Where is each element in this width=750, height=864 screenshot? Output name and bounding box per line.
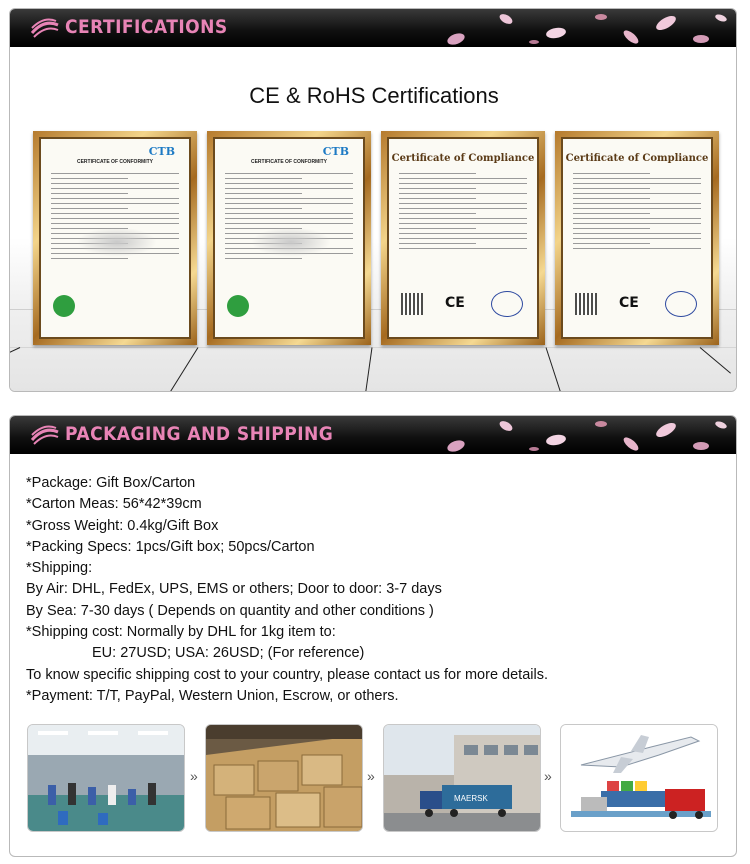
certificate-compliance-1 bbox=[381, 131, 545, 345]
packing-specs-line: *Packing Specs: 1pcs/Gift box; 50pcs/Carton bbox=[26, 538, 315, 555]
certificate-title: Certificate of Compliance bbox=[391, 153, 535, 164]
certifications-banner bbox=[10, 9, 736, 47]
gross-weight-line: *Gross Weight: 0.4kg/Gift Box bbox=[26, 517, 219, 534]
certificate-title: Certificate of Compliance bbox=[565, 153, 709, 164]
shipping-line: *Shipping: bbox=[26, 560, 93, 577]
certificate-compliance-2 bbox=[555, 131, 719, 345]
payment-line: *Payment: T/T, PayPal, Western Union, Escrow, or others. bbox=[26, 687, 399, 704]
by-air-line: By Air: DHL, FedEx, UPS, EMS or others; Door to door: 3-7 days bbox=[26, 581, 442, 598]
package-line: *Package: Gift Box/Carton bbox=[26, 475, 196, 491]
factory-photo bbox=[27, 724, 185, 832]
certificate-title: CERTIFICATE OF CONFORMITY bbox=[76, 159, 153, 165]
warehouse-truck-photo bbox=[383, 724, 541, 832]
arrow-icon: » bbox=[190, 768, 198, 784]
banner-title: PACKAGING AND SHIPPING bbox=[65, 423, 334, 445]
stamp-icon bbox=[491, 291, 523, 317]
shipping-cost-line: *Shipping cost: Normally by DHL for 1kg item to: bbox=[26, 624, 336, 641]
qr-code-icon bbox=[401, 293, 423, 315]
rohs-icon bbox=[53, 295, 75, 317]
by-sea-line: By Sea: 7-30 days ( Depends on quantity and other conditions ) bbox=[26, 602, 434, 619]
certificates-showcase bbox=[10, 47, 737, 392]
ctb-logo: CTB bbox=[322, 145, 349, 158]
petals-decoration bbox=[416, 416, 736, 454]
certificate-ctb-2 bbox=[207, 131, 371, 345]
rohs-icon bbox=[227, 295, 249, 317]
logistics-photo bbox=[560, 724, 718, 832]
truck-label: MAERSK bbox=[454, 794, 488, 803]
certifications-panel bbox=[9, 8, 737, 392]
carton-meas-line: *Carton Meas: 56*42*39cm bbox=[26, 496, 202, 513]
contact-line: To know specific shipping cost to your country, please contact us for more details. bbox=[26, 666, 548, 683]
cartons-photo bbox=[205, 724, 363, 832]
arrow-icon: » bbox=[367, 768, 375, 784]
swirl-icon bbox=[30, 17, 60, 39]
stamp-icon bbox=[665, 291, 697, 317]
packaging-details bbox=[26, 473, 548, 707]
packaging-banner bbox=[10, 416, 736, 454]
certificate-title: CERTIFICATE OF CONFORMITY bbox=[250, 159, 327, 165]
ctb-logo: CTB bbox=[148, 145, 175, 158]
packaging-panel bbox=[9, 415, 737, 857]
ce-mark-icon: C​E bbox=[445, 295, 465, 311]
certificate-ctb-1 bbox=[33, 131, 197, 345]
banner-title: CERTIFICATIONS bbox=[65, 16, 228, 38]
shipping-cost-values: EU: 27USD; USA: 26USD; (For reference) bbox=[92, 645, 365, 662]
qr-code-icon bbox=[575, 293, 597, 315]
swirl-icon bbox=[30, 424, 60, 446]
petals-decoration bbox=[416, 9, 736, 47]
certifications-heading: CE & RoHS Certifications bbox=[249, 83, 499, 108]
ce-mark-icon: C​E bbox=[619, 295, 639, 311]
arrow-icon: » bbox=[544, 768, 552, 784]
